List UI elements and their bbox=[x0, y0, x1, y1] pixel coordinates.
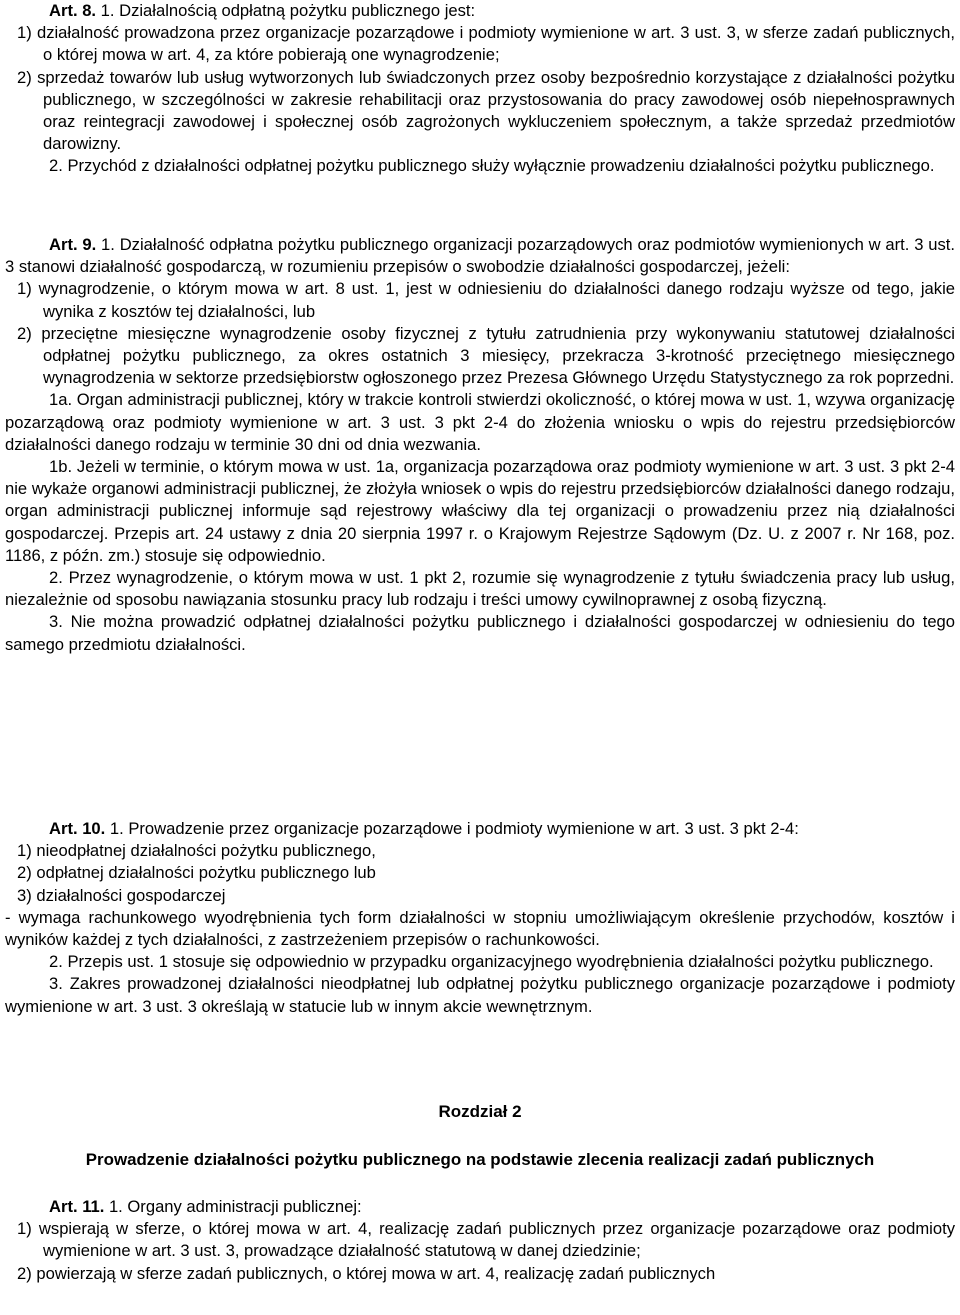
art10-tail: - wymaga rachunkowego wyodrębnienia tych form działalności w stopniu umożliwiającym określenie przychodów, kosztów i wyników każdej z tych działalności, z zastrzeżeniem przepisów o rachunkowości. bbox=[5, 907, 955, 950]
art11-label: Art. 11. bbox=[49, 1197, 105, 1216]
art11-item2: 2) powierzają w sferze zadań publicznych, o której mowa w art. 4, realizację zadań publicznych bbox=[17, 1263, 716, 1283]
art10-label: Art. 10. bbox=[49, 819, 106, 838]
art9-para2: 2. Przez wynagrodzenie, o którym mowa w ust. 1 pkt 2, rozumie się wynagrodzenie z tytułu świadczenia pracy lub usług, niezależnie od sposobu nawiązania stosunku pracy lub rodzaju i treści umowy cywilnoprawnej z osobą fizyczną. bbox=[5, 568, 955, 610]
art8-para1: Art. 8. 1. Działalnością odpłatną pożytku publicznego jest: bbox=[49, 1, 476, 20]
article-8 bbox=[5, 0, 955, 178]
art10-para2: 2. Przepis ust. 1 stosuje się odpowiednio w przypadku organizacyjnego wyodrębnienia działalności pożytku publicznego. bbox=[49, 952, 934, 972]
chapter-title-block bbox=[5, 1149, 955, 1171]
article-10 bbox=[5, 818, 955, 1018]
art11-item1: 1) wspierają w sferze, o której mowa w art. 4, realizację zadań publicznych przez organizacje pozarządowe oraz podmioty wymienione w art. 3 ust. 3, prowadzące działalność statutową w danej dziedzinie; bbox=[17, 1219, 955, 1261]
article-9 bbox=[5, 234, 955, 656]
art8-para2: 2. Przychód z działalności odpłatnej pożytku publicznego służy wyłącznie prowadzeniu działalności pożytku publicznego. bbox=[49, 156, 935, 176]
art10-item1: 1) nieodpłatnej działalności pożytku publicznego, bbox=[17, 841, 376, 861]
art9-para1a: 1a. Organ administracji publicznej, który w trakcie kontroli stwierdzi okoliczność, o której mowa w ust. 1, wzywa organizację pozarządową oraz podmioty wymienione w art. 3 ust. 3 pkt 2-4 do złożenia wniosku o wpis do rejestru przedsiębiorców działalności danego rodzaju w terminie 30 dni od dnia wezwania. bbox=[5, 390, 955, 454]
art10-item3: 3) działalności gospodarczej bbox=[17, 885, 226, 905]
art10-item2: 2) odpłatnej działalności pożytku publicznego lub bbox=[17, 863, 376, 883]
art11-para1: Art. 11. 1. Organy administracji publicznej: bbox=[49, 1197, 362, 1216]
art9-label: Art. 9. bbox=[49, 235, 97, 254]
article-11 bbox=[5, 1196, 955, 1285]
chapter-number: Rozdział 2 bbox=[438, 1102, 522, 1121]
art10-para1: Art. 10. 1. Prowadzenie przez organizacje pozarządowe i podmioty wymienione w art. 3 ust. 3 pkt 2-4: bbox=[49, 819, 799, 838]
art8-item2: 2) sprzedaż towarów lub usług wytworzonych lub świadczonych przez osoby bezpośrednio korzystające z działalności pożytku publicznego, w szczególności w zakresie rehabilitacji oraz przystosowania do pracy zawodowej osób niepełnosprawnych oraz reintegracji zawodowej i społecznej osób zagrożonych wykluczeniem społecznym, a także sprzedaż przedmiotów darowizny. bbox=[17, 67, 955, 154]
art9-item2: 2) przeciętne miesięczne wynagrodzenie osoby fizycznej z tytułu zatrudnienia przy wykonywaniu statutowej działalności odpłatnej pożytku publicznego, za okres ostatnich 3 miesięcy, przekracza 3-krotność przeciętnego miesięcznego wynagrodzenia w sektorze przedsiębiorstw ogłoszonego przez Prezesa Głównego Urzędu Statystycznego za rok poprzedni. bbox=[17, 323, 955, 388]
art9-para1b: 1b. Jeżeli w terminie, o którym mowa w ust. 1a, organizacja pozarządowa oraz podmioty wymienione w art. 3 ust. 3 pkt 2-4 nie wykaże organowi administracji publicznej, że złożyła wniosek o wpis do rejestru przedsiębiorców działalności danego rodzaju, organ administracji publicznej informuje sąd rejestrowy właściwy dla tej organizacji o prowadzeniu przez nią działalności gospodarczej. Przepis art. 24 ustawy z dnia 20 sierpnia 1997 r. o Krajowym Rejestrze Sądowym (Dz. U. z 2007 r. Nr 168, poz. 1186, z późn. zm.) stosuje się odpowiednio. bbox=[5, 457, 955, 565]
art9-item1: 1) wynagrodzenie, o którym mowa w art. 8 ust. 1, jest w odniesieniu do działalności danego rodzaju wyższe od tego, jakie wynika z kosztów tej działalności, lub bbox=[17, 279, 955, 321]
art8-item1: 1) działalność prowadzona przez organizacje pozarządowe i podmioty wymienione w art. 3 ust. 3, w sferze zadań publicznych, o której mowa w art. 4, za które pobierają one wynagrodzenie; bbox=[17, 23, 955, 65]
art9-para3: 3. Nie można prowadzić odpłatnej działalności pożytku publicznego i działalności gospodarczej w odniesieniu do tego samego przedmiotu działalności. bbox=[5, 612, 955, 654]
chapter-heading bbox=[5, 1101, 955, 1123]
art10-para3: 3. Zakres prowadzonej działalności nieodpłatnej lub odpłatnej pożytku publicznego organizacje pozarządowe i podmioty wymienione w art. 3 ust. 3 określają w statucie lub w innym akcie wewnętrznym. bbox=[5, 974, 955, 1016]
art9-para1: Art. 9. 1. Działalność odpłatna pożytku publicznego organizacji pozarządowych oraz podmiotów wymienionych w art. 3 ust. 3 stanowi działalność gospodarczą, w rozumieniu przepisów o swobodzie działalności gospodarczej, jeżeli: bbox=[5, 235, 955, 277]
art8-label: Art. 8. bbox=[49, 1, 97, 20]
chapter-title: Prowadzenie działalności pożytku publicznego na podstawie zlecenia realizacji zadań publicznych bbox=[85, 1150, 875, 1169]
